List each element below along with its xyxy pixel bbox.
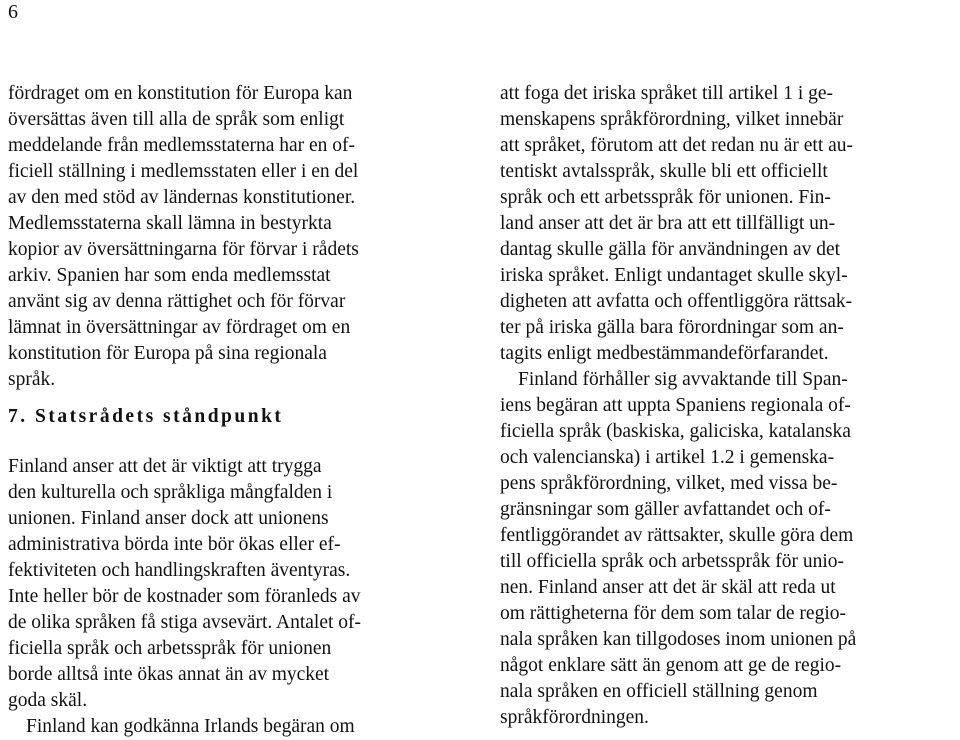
text-line: iriska språket. Enligt undantaget skulle skyl- [500,265,848,286]
text-line: lämnat in översättningar av fördraget om en [8,317,351,338]
text-line: fentliggörandet av rättsakter, skulle göra dem [500,525,854,546]
text-line: borde alltså inte ökas annat än av mycket [8,664,330,685]
text-line: de olika språken få stiga avsevärt. Antalet of- [8,612,362,633]
text-line: tentiskt avtalsspråk, skulle bli ett officiellt [500,161,828,182]
text-line: menskapens språkförordning, vilket innebär [500,109,844,130]
text-line: pens språkförordning, vilket, med vissa be- [500,473,838,494]
left-column [8,81,460,740]
text-line: iens begäran att uppta Spaniens regionala of- [500,395,851,416]
right-paragraph-2 [500,367,956,731]
text-line: den kulturella och språkliga mångfalden i [8,482,333,503]
text-line: Finland förhåller sig avvaktande till Span- [518,369,848,390]
left-paragraph-2 [8,454,460,714]
text-line: ficiella språk och arbetsspråk för unionen [8,638,332,659]
text-line: arkiv. Spanien har som enda medlemsstat [8,265,331,286]
text-line: unionen. Finland anser dock att unionens [8,508,329,529]
text-line: administrativa börda inte bör ökas eller ef- [8,534,341,555]
text-line: att foga det iriska språket till artikel 1 i ge- [500,83,834,104]
text-line: Finland kan godkänna Irlands begäran om [26,716,355,737]
text-line: Finland anser att det är viktigt att trygga [8,456,322,477]
text-line: Inte heller bör de kostnader som föranleds av [8,586,361,607]
text-line: land anser att det är bra att ett tillfälligt un- [500,213,836,234]
right-column [500,81,956,731]
text-line: nen. Finland anser att det är skäl att reda ut [500,577,836,598]
text-line: språk och ett arbetsspråk för unionen. Fin- [500,187,831,208]
text-line: något enklare sätt än genom att ge de regio- [500,655,842,676]
text-line: språkförordningen. [500,707,649,728]
text-line: om rättigheterna för dem som talar de regio- [500,603,846,624]
section-heading: 7. Statsrådets ståndpunkt [8,406,284,427]
text-line: tagits enligt medbestämmandeförfarandet. [500,343,829,364]
text-line: ficiella språk (baskiska, galiciska, katalanska [500,421,851,442]
text-line: till officiella språk och arbetsspråk för unio- [500,551,845,572]
text-line: ficiell ställning i medlemsstaten eller i en del [8,161,359,182]
text-line: fektiviteten och handlingskraften äventyras. [8,560,351,581]
text-line: att språket, förutom att det redan nu är ett au- [500,135,854,156]
text-line: nala språken kan tillgodoses inom unionen på [500,629,857,650]
text-line: av den med stöd av ländernas konstitutioner. [8,187,356,208]
text-line: meddelande från medlemsstaterna har en of- [8,135,356,156]
left-paragraph-3 [8,714,460,740]
text-line: Medlemsstaterna skall lämna in bestyrkta [8,213,332,234]
text-line: goda skäl. [8,690,88,711]
left-paragraph-1 [8,81,460,393]
text-line: gränsningar som gäller avfattandet och of- [500,499,831,520]
text-line: använt sig av denna rättighet och för förvar [8,291,346,312]
right-paragraph-1 [500,81,956,367]
text-line: ter på iriska gälla bara förordningar som an- [500,317,844,338]
page-number: 6 [8,1,18,23]
text-line: språk. [8,369,56,390]
text-line: dantag skulle gälla för användningen av det [500,239,841,260]
text-line: fördraget om en konstitution för Europa kan [8,83,353,104]
text-line: digheten att avfatta och offentliggöra rättsak- [500,291,853,312]
text-line: konstitution för Europa på sina regionala [8,343,327,364]
text-line: kopior av översättningarna för förvar i rådets [8,239,359,260]
text-line: och valencianska) i artikel 1.2 i gemenska- [500,447,835,468]
text-line: översättas även till alla de språk som enligt [8,109,345,130]
text-line: nala språken en officiell ställning genom [500,681,818,702]
